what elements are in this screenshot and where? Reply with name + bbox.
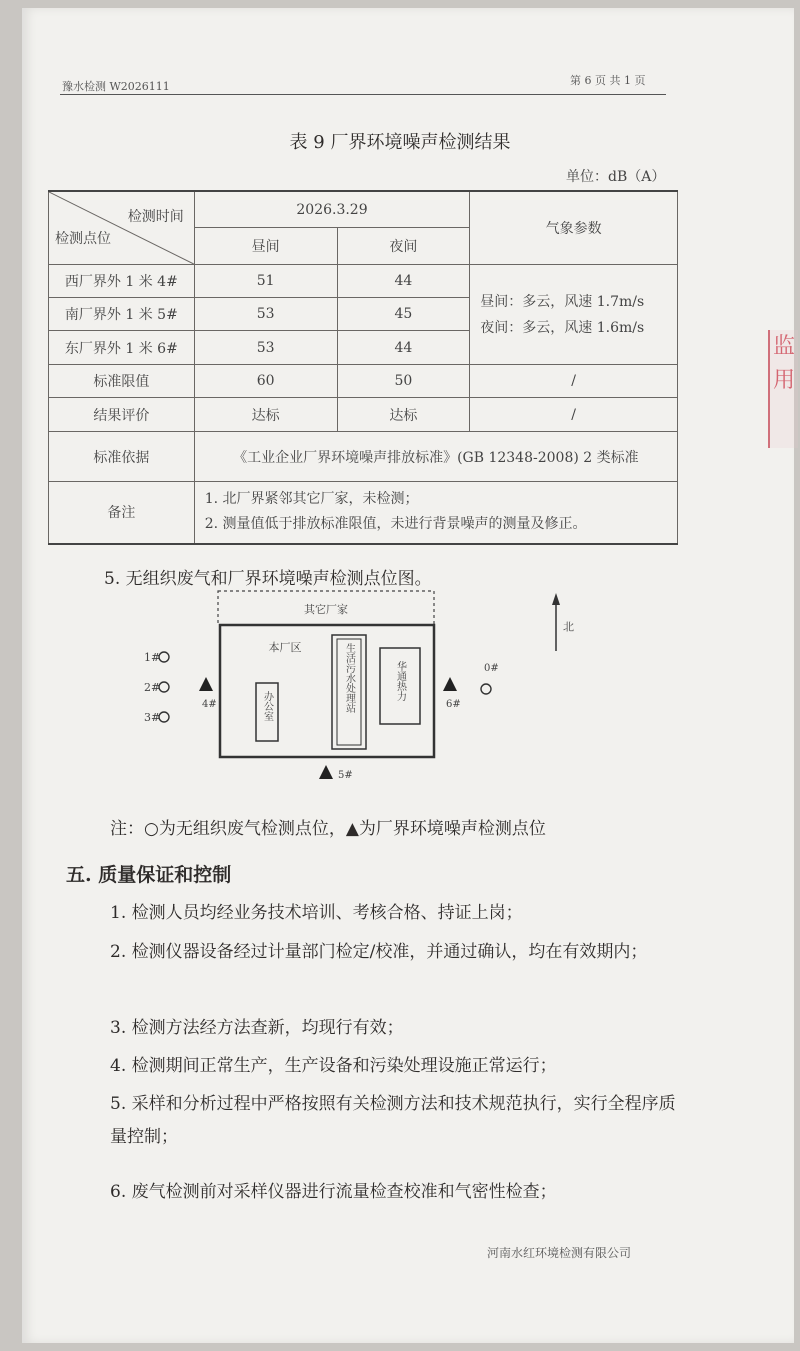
point-2-label: 2# <box>144 681 161 694</box>
limit-night: 50 <box>337 365 470 398</box>
header-rule <box>60 94 666 95</box>
point-0-circle <box>481 684 491 694</box>
limit-weather: / <box>470 365 678 398</box>
table-unit: 单位：dB（A） <box>566 169 666 185</box>
night-header: 夜间 <box>337 228 470 265</box>
eval-label: 结果评价 <box>49 398 195 432</box>
limit-day: 60 <box>194 365 337 398</box>
point-0-label: 0# <box>484 663 499 674</box>
remark-cell <box>194 482 677 544</box>
weather-night: 夜间：多云，风速 1.6m/s <box>480 319 645 336</box>
row-day-value: 51 <box>194 265 337 298</box>
point-2-circle <box>159 682 169 692</box>
eval-weather: / <box>470 398 678 432</box>
table-caption: 表 9 厂界环境噪声检测结果 <box>289 132 511 153</box>
diagonal-header-cell <box>49 191 195 265</box>
stamp-mark: 监用 <box>768 330 798 448</box>
weather-day: 昼间：多云，风速 1.7m/s <box>480 293 645 310</box>
remark-line-2: 2. 测量值低于排放标准限值，未进行背景噪声的测量及修正。 <box>204 516 587 533</box>
north-arrow-head <box>552 593 560 605</box>
this-factory-label: 本厂区 <box>268 641 302 654</box>
row-label: 西厂界外 1 米 4# <box>49 265 195 298</box>
point-3-circle <box>159 712 169 722</box>
row-night-value: 45 <box>337 298 470 331</box>
row-label: 东厂界外 1 米 6# <box>49 331 195 365</box>
basis-label: 标准依据 <box>49 432 195 482</box>
remark-label: 备注 <box>49 482 195 544</box>
eval-night: 达标 <box>337 398 470 432</box>
remark-line-1: 1. 北厂界紧邻其它厂家，未检测； <box>204 491 419 508</box>
diagram-legend: 注：○为无组织废气检测点位，▲为厂界环境噪声检测点位 <box>110 819 546 839</box>
qa-item-1: 1. 检测人员均经业务技术培训、考核合格、持证上岗； <box>110 903 523 923</box>
qa-item-2: 2. 检测仪器设备经过计量部门检定/校准，并通过确认，均在有效期内； <box>110 942 648 962</box>
point-1-circle <box>159 652 169 662</box>
date-header: 2026.3.29 <box>194 191 470 228</box>
point-5-triangle <box>319 765 333 779</box>
office-label: 办公室 <box>261 691 273 721</box>
page-number: 第 6 页 共 1 页 <box>570 74 646 87</box>
point-3-label: 3# <box>144 711 161 724</box>
point-4-label: 4# <box>202 699 217 710</box>
qa-item-4: 4. 检测期间正常生产，生产设备和污染处理设施正常运行； <box>110 1056 557 1076</box>
row-day-value: 53 <box>194 331 337 365</box>
row-night-value: 44 <box>337 265 470 298</box>
noise-results-table <box>48 190 678 545</box>
other-factory-label: 其它厂家 <box>304 603 348 616</box>
diag-time-label: 检测时间 <box>127 209 184 225</box>
point-6-triangle <box>443 677 457 691</box>
north-label: 北 <box>561 621 575 632</box>
point-4-triangle <box>199 677 213 691</box>
row-day-value: 53 <box>194 298 337 331</box>
weather-header: 气象参数 <box>470 191 678 265</box>
basis-text: 《工业企业厂界环境噪声排放标准》(GB 12348-2008) 2 类标准 <box>194 432 677 482</box>
qa-item-5: 5. 采样和分析过程中严格按照有关检测方法和技术规范执行，实行全程序质量控制； <box>110 1094 676 1147</box>
weather-cell <box>470 265 678 365</box>
report-number: 豫水检测 W2026111 <box>62 80 170 93</box>
qa-item-3: 3. 检测方法经方法查新，均现行有效； <box>110 1018 404 1038</box>
plan-section-title: 5. 无组织废气和厂界环境噪声检测点位图。 <box>104 569 432 589</box>
row-night-value: 44 <box>337 331 470 365</box>
monitoring-point-diagram <box>130 585 610 795</box>
heating-label: 华通热力 <box>394 661 406 701</box>
point-5-label: 5# <box>338 770 353 781</box>
point-1-label: 1# <box>144 651 161 664</box>
day-header: 昼间 <box>194 228 337 265</box>
company-footer: 河南水红环境检测有限公司 <box>487 1246 632 1260</box>
row-label: 南厂界外 1 米 5# <box>49 298 195 331</box>
eval-day: 达标 <box>194 398 337 432</box>
wastewater-label: 生活污水处理站 <box>343 643 355 713</box>
diag-point-label: 检测点位 <box>55 231 111 247</box>
limit-label: 标准限值 <box>49 365 195 398</box>
point-6-label: 6# <box>446 699 461 710</box>
qa-heading: 五. 质量保证和控制 <box>66 864 232 886</box>
qa-item-6: 6. 废气检测前对采样仪器进行流量检查校准和气密性检查； <box>110 1182 557 1202</box>
